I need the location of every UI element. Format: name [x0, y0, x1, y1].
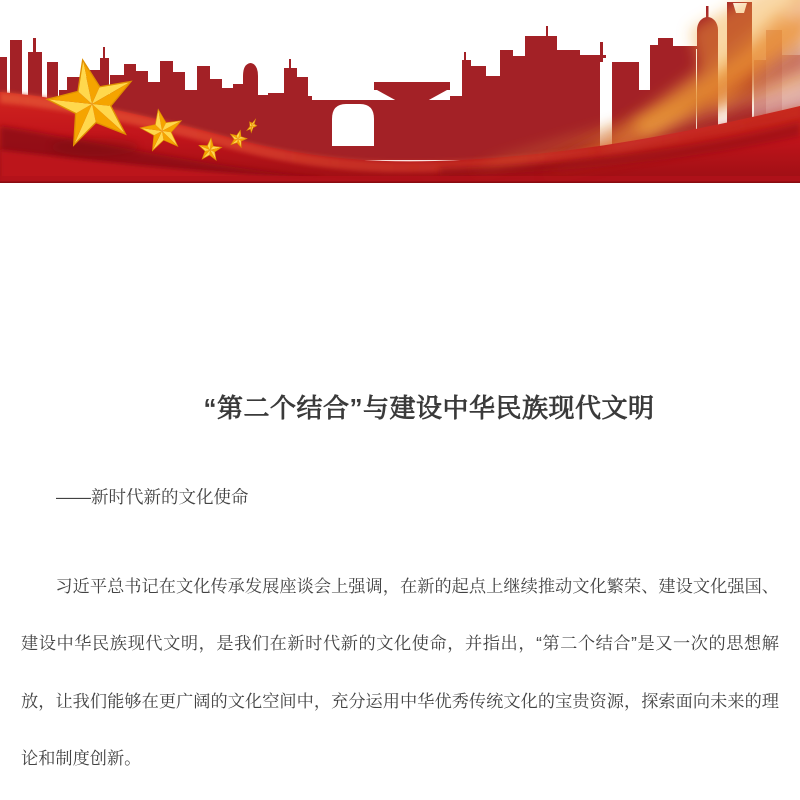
article-title: “第二个结合”与建设中华民族现代文明: [203, 393, 655, 423]
article-subtitle: ——新时代新的文化使命: [56, 487, 249, 507]
article: [0, 390, 800, 788]
banner-graphic: [0, 0, 800, 183]
article-paragraph: 习近平总书记在文化传承发展座谈会上强调，在新的起点上继续推动文化繁荣、建设文化强国、建设中华民族现代文明，是我们在新时代新的文化使命，并指出，“第二个结合”是又一次的思想解放，让我们能够在更广阔的文化空间中，充分运用中华优秀传统文化的宝贵资源，探索面向未来的理论和制度创新。: [21, 576, 779, 769]
